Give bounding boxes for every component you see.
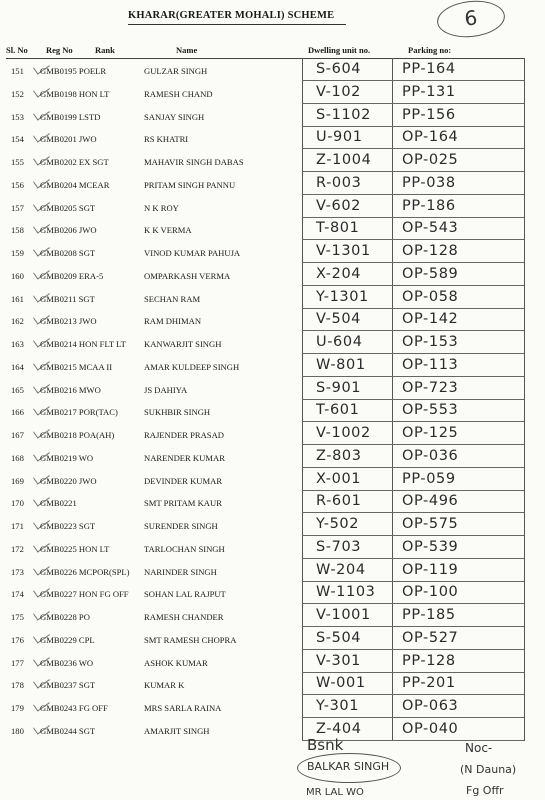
member-name: DEVINDER KUMAR xyxy=(144,475,223,486)
parking-no: OP-063 xyxy=(402,698,459,714)
member-name: NARENDER KUMAR xyxy=(144,452,225,463)
row-rule xyxy=(302,694,524,695)
parking-no: OP-025 xyxy=(402,152,459,168)
parking-no: PP-128 xyxy=(402,652,456,669)
table-row xyxy=(0,583,545,606)
header-rule xyxy=(6,58,524,59)
sl-number: 163 xyxy=(11,339,24,349)
parking-no: OP-119 xyxy=(402,561,459,578)
parking-no: OP-575 xyxy=(402,516,459,532)
dwelling-unit-no: V-1301 xyxy=(316,243,371,259)
sl-number: 171 xyxy=(11,521,24,531)
table-row xyxy=(0,242,545,265)
dwelling-unit-no: U-604 xyxy=(316,334,363,350)
row-rule xyxy=(302,353,524,354)
reg-no-rank: GMB0202 EX SGT xyxy=(40,157,109,167)
member-name: ASHOK KUMAR xyxy=(144,657,208,668)
row-rule xyxy=(302,103,524,104)
member-name: KUMAR K xyxy=(144,680,185,691)
member-name: RAMESH CHANDER xyxy=(144,612,224,622)
row-rule xyxy=(302,717,524,718)
sl-number: 169 xyxy=(11,475,24,486)
dwelling-unit-no: W-1103 xyxy=(316,584,376,601)
reg-no-rank: GMB0244 SGT xyxy=(40,725,96,736)
table-row xyxy=(0,424,545,447)
sl-number: 167 xyxy=(11,430,24,440)
parking-no: OP-036 xyxy=(402,447,459,464)
row-rule xyxy=(302,80,524,81)
sl-number: 178 xyxy=(11,680,24,691)
dwelling-unit-no: S-1102 xyxy=(316,106,371,123)
sl-number: 159 xyxy=(11,248,24,258)
member-name: SMT RAMESH CHOPRA xyxy=(144,634,237,645)
parking-no: OP-527 xyxy=(402,629,459,646)
table-row xyxy=(0,515,545,538)
row-rule xyxy=(302,171,524,172)
table-row xyxy=(0,356,545,379)
reg-no-rank: GMB0229 CPL xyxy=(40,634,95,645)
reg-no-rank: GMB0199 LSTD xyxy=(40,111,101,122)
parking-no: PP-038 xyxy=(402,174,456,191)
reg-no-rank: GMB0198 HON LT xyxy=(40,88,110,99)
dwelling-unit-no: Y-1301 xyxy=(316,288,369,305)
header-sl-no: Sl. No xyxy=(6,45,28,55)
reg-no-rank: GMB0208 SGT xyxy=(40,248,96,258)
reg-no-rank: GMB0206 JWO xyxy=(40,225,97,236)
sl-number: 152 xyxy=(11,88,24,99)
table-row xyxy=(0,333,545,356)
row-rule xyxy=(302,603,524,604)
table-row xyxy=(0,561,545,584)
parking-no: OP-058 xyxy=(402,288,459,305)
dwelling-unit-no: T-601 xyxy=(316,402,360,419)
sl-number: 172 xyxy=(11,543,24,554)
row-rule xyxy=(302,239,524,240)
row-rule xyxy=(302,308,524,309)
table-row xyxy=(0,197,545,220)
member-name: GULZAR SINGH xyxy=(144,66,208,76)
right-signatory-name: (N Dauna) xyxy=(460,763,517,776)
reg-no-rank: GMB0205 SGT xyxy=(40,202,96,213)
row-rule xyxy=(302,672,524,673)
dwelling-unit-no: V-301 xyxy=(316,652,361,669)
parking-no: OP-539 xyxy=(402,538,459,555)
row-rule xyxy=(302,649,524,650)
sl-number: 166 xyxy=(11,407,24,418)
reg-no-rank: GMB0204 MCEAR xyxy=(40,179,110,190)
member-name: AMARJIT SINGH xyxy=(144,725,210,736)
member-name: PRITAM SINGH PANNU xyxy=(144,179,236,190)
row-rule xyxy=(302,330,524,331)
member-name: TARLOCHAN SINGH xyxy=(144,543,225,554)
member-name: SECHAN RAM xyxy=(144,293,201,304)
sl-number: 157 xyxy=(11,202,24,213)
member-name: MAHAVIR SINGH DABAS xyxy=(144,157,244,167)
reg-no-rank: GMB0220 JWO xyxy=(40,475,97,486)
parking-no: PP-059 xyxy=(402,470,456,487)
table-row xyxy=(0,538,545,561)
sl-number: 154 xyxy=(11,134,24,145)
parking-no: OP-553 xyxy=(402,402,459,419)
row-rule xyxy=(302,581,524,582)
sl-number: 177 xyxy=(11,657,24,668)
parking-no: PP-186 xyxy=(402,197,456,214)
member-name: SOHAN LAL RAJPUT xyxy=(144,589,226,600)
dwelling-unit-no: R-003 xyxy=(316,174,362,191)
dwelling-unit-no: V-1001 xyxy=(316,607,371,623)
sl-number: 160 xyxy=(11,270,24,281)
parking-no: OP-113 xyxy=(402,356,459,373)
left-signatory-name: BALKAR SINGH xyxy=(307,760,390,773)
reg-no-rank: GMB0213 JWO xyxy=(40,316,97,327)
row-rule xyxy=(302,467,524,468)
table-row xyxy=(0,219,545,242)
reg-no-rank: GMB0211 SGT xyxy=(40,293,95,304)
row-rule xyxy=(302,217,524,218)
row-rule xyxy=(302,512,524,513)
dwelling-unit-no: Z-803 xyxy=(316,447,362,464)
dwelling-unit-no: W-204 xyxy=(316,561,366,578)
row-rule xyxy=(302,262,524,263)
document-title: KHARAR(GREATER MOHALI) SCHEME xyxy=(128,10,335,21)
parking-no: OP-543 xyxy=(402,220,459,237)
sl-number: 170 xyxy=(11,498,24,509)
dwelling-unit-no: Z-404 xyxy=(316,720,362,737)
left-signature-scrawl: Bsnk xyxy=(307,736,344,754)
dwelling-unit-no: V-602 xyxy=(316,197,361,214)
table-row xyxy=(0,652,545,675)
row-rule xyxy=(302,421,524,422)
member-name: K K VERMA xyxy=(144,225,192,236)
reg-no-rank: GMB0209 ERA-5 xyxy=(40,270,104,281)
header-parking: Parking no: xyxy=(408,45,452,55)
header-reg-no: Reg No xyxy=(46,45,73,55)
dwelling-unit-no: S-901 xyxy=(316,379,362,396)
dwelling-unit-no: X-001 xyxy=(316,470,362,487)
parking-no: PP-164 xyxy=(402,61,456,77)
member-name: JS DAHIYA xyxy=(144,384,188,395)
row-rule xyxy=(302,285,524,286)
parking-no: OP-723 xyxy=(402,379,459,396)
member-name: RAMESH CHAND xyxy=(144,88,213,99)
reg-no-rank: GMB0215 MCAA II xyxy=(40,361,113,372)
member-name: SMT PRITAM KAUR xyxy=(144,498,222,509)
table-row xyxy=(0,447,545,470)
sl-number: 162 xyxy=(11,316,24,327)
title-underline xyxy=(128,24,346,25)
member-name: SURENDER SINGH xyxy=(144,521,218,531)
sl-number: 155 xyxy=(11,157,24,167)
sl-number: 153 xyxy=(11,111,24,122)
row-rule xyxy=(302,399,524,400)
dwelling-unit-no: S-703 xyxy=(316,538,362,555)
reg-no-rank: GMB0214 HON FLT LT xyxy=(40,339,126,349)
member-name: SANJAY SINGH xyxy=(144,111,205,122)
reg-no-rank: GMB0237 SGT xyxy=(40,680,96,691)
table-row xyxy=(0,128,545,151)
table-row xyxy=(0,265,545,288)
member-name: RAM DHIMAN xyxy=(144,316,202,327)
reg-no-rank: GMB0223 SGT xyxy=(40,521,96,531)
reg-no-rank: GMB0218 POA(AH) xyxy=(40,430,115,440)
table-row xyxy=(0,379,545,402)
parking-no: OP-153 xyxy=(402,334,459,350)
right-signatory-rank: Fg Offr xyxy=(466,784,504,797)
row-rule xyxy=(302,126,524,127)
dwelling-unit-no: Y-502 xyxy=(316,516,360,532)
dwelling-unit-no: X-204 xyxy=(316,265,362,282)
sl-number: 176 xyxy=(11,634,24,645)
table-row xyxy=(0,401,545,424)
dwelling-unit-no: S-604 xyxy=(316,61,362,77)
table-row xyxy=(0,83,545,106)
member-name: MRS SARLA RAINA xyxy=(144,703,222,713)
sl-number: 179 xyxy=(11,703,24,713)
sl-number: 156 xyxy=(11,179,24,190)
dwelling-unit-no: T-801 xyxy=(316,220,360,237)
table-row xyxy=(0,606,545,629)
parking-no: OP-589 xyxy=(402,265,459,282)
dwelling-unit-no: Z-1004 xyxy=(316,152,372,168)
parking-no: OP-040 xyxy=(402,720,459,737)
dwelling-unit-no: V-1002 xyxy=(316,425,371,441)
sl-number: 174 xyxy=(11,589,24,600)
reg-no-rank: GMB0228 PO xyxy=(40,612,90,622)
parking-no: OP-496 xyxy=(402,493,459,510)
parking-no: OP-100 xyxy=(402,584,459,601)
member-name: NARINDER SINGH xyxy=(144,566,217,577)
member-name: N K ROY xyxy=(144,202,179,213)
table-row xyxy=(0,629,545,652)
member-name: SUKHBIR SINGH xyxy=(144,407,211,418)
table-row xyxy=(0,151,545,174)
parking-no: PP-156 xyxy=(402,106,456,123)
sl-number: 165 xyxy=(11,384,24,395)
row-rule xyxy=(302,626,524,627)
parking-no: OP-125 xyxy=(402,425,459,441)
row-rule xyxy=(302,194,524,195)
dwelling-unit-no: W-801 xyxy=(316,356,366,373)
sl-number: 164 xyxy=(11,361,24,372)
dwelling-unit-no: Y-301 xyxy=(316,698,360,714)
row-rule xyxy=(302,490,524,491)
sl-number: 151 xyxy=(11,66,24,76)
header-name: Name xyxy=(176,45,198,55)
page-number-mark: 6 xyxy=(435,0,506,40)
sl-number: 158 xyxy=(11,225,24,236)
reg-no-rank: GMB0195 POELR xyxy=(40,66,107,76)
table-row xyxy=(0,106,545,129)
table-row xyxy=(0,697,545,720)
row-rule xyxy=(302,558,524,559)
reg-no-rank: GMB0201 JWO xyxy=(40,134,97,145)
dwelling-unit-no: V-504 xyxy=(316,311,361,328)
reg-no-rank: GMB0217 POR(TAC) xyxy=(40,407,118,418)
member-name: OMPARKASH VERMA xyxy=(144,270,231,281)
dwelling-unit-no: W-001 xyxy=(316,675,366,692)
table-row xyxy=(0,720,545,743)
member-name: VINOD KUMAR PAHUJA xyxy=(144,248,241,258)
member-name: RS KHATRI xyxy=(144,134,189,145)
parking-no: OP-128 xyxy=(402,243,459,259)
row-rule xyxy=(302,148,524,149)
reg-no-rank: GMB0219 WO xyxy=(40,452,94,463)
header-rank: Rank xyxy=(95,45,115,55)
sl-number: 175 xyxy=(11,612,24,622)
reg-no-rank: GMB0243 FG OFF xyxy=(40,703,108,713)
reg-no-rank: GMB0225 HON LT xyxy=(40,543,110,554)
dwelling-unit-no: S-504 xyxy=(316,629,362,646)
parking-no: OP-164 xyxy=(402,129,459,146)
parking-no: PP-185 xyxy=(402,607,456,623)
sl-number: 168 xyxy=(11,452,24,463)
dwelling-unit-no: V-102 xyxy=(316,83,361,100)
sl-number: 180 xyxy=(11,725,24,736)
member-name: KANWARJIT SINGH xyxy=(144,339,222,349)
row-rule xyxy=(302,444,524,445)
dwelling-unit-no: U-901 xyxy=(316,129,363,146)
sl-number: 161 xyxy=(11,293,24,304)
reg-no-rank: GMB0216 MWO xyxy=(40,384,101,395)
row-rule xyxy=(302,535,524,536)
sl-number: 173 xyxy=(11,566,24,577)
parking-no: OP-142 xyxy=(402,311,459,328)
member-name: AMAR KULDEEP SINGH xyxy=(144,361,240,372)
parking-no: PP-131 xyxy=(402,83,456,100)
reg-no-rank: GMB0227 HON FG OFF xyxy=(40,589,129,600)
member-name: RAJENDER PRASAD xyxy=(144,430,224,440)
table-row xyxy=(0,174,545,197)
header-dwelling: Dwelling unit no. xyxy=(308,45,371,55)
table-row xyxy=(0,492,545,515)
table-row xyxy=(0,310,545,333)
table-row xyxy=(0,674,545,697)
reg-no-rank: GMB0236 WO xyxy=(40,657,94,668)
dwelling-unit-no: R-601 xyxy=(316,493,362,510)
left-signatory-rank: MR LAL WO xyxy=(306,787,364,798)
table-row xyxy=(0,60,545,83)
reg-no-rank: GMB0226 MCPOR(SPL) xyxy=(40,566,130,577)
right-signature-mark: Noc- xyxy=(465,741,493,755)
parking-no: PP-201 xyxy=(402,675,456,692)
reg-no-rank: GMB0221 xyxy=(40,498,77,509)
table-row xyxy=(0,288,545,311)
table-row xyxy=(0,470,545,493)
row-rule xyxy=(302,376,524,377)
